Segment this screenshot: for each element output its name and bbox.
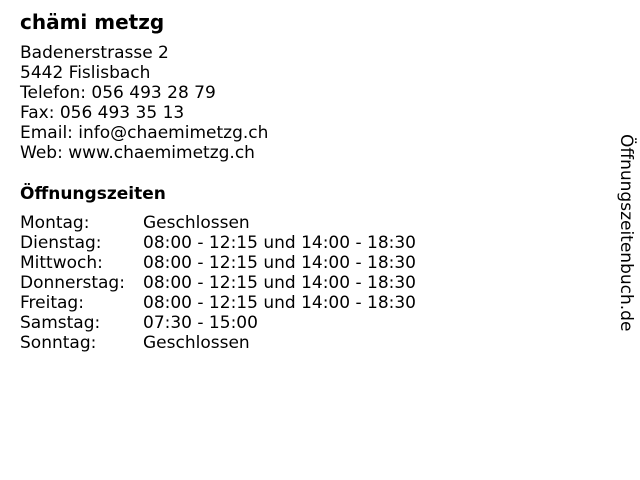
hours-time: 08:00 - 12:15 und 14:00 - 18:30 (143, 253, 416, 273)
hours-row-sunday (20, 333, 416, 353)
hours-day: Dienstag: (20, 233, 102, 253)
hours-day: Donnerstag: (20, 273, 125, 293)
side-brand-text: Öffnungszeitenbuch.de (616, 134, 636, 332)
hours-row-tuesday (20, 233, 416, 253)
hours-time: Geschlossen (143, 213, 250, 233)
email-line: Email: info@chaemimetzg.ch (20, 123, 269, 143)
hours-row-monday (20, 213, 416, 233)
hours-row-wednesday (20, 253, 416, 273)
business-name: chämi metzg (20, 10, 165, 34)
hours-day: Samstag: (20, 313, 101, 333)
address-block (20, 43, 268, 163)
hours-time: 08:00 - 12:15 und 14:00 - 18:30 (143, 293, 416, 313)
web-line: Web: www.chaemimetzg.ch (20, 143, 255, 163)
hours-row-thursday (20, 273, 416, 293)
hours-table (20, 213, 416, 353)
hours-day: Montag: (20, 213, 90, 233)
hours-time: 07:30 - 15:00 (143, 313, 258, 333)
hours-time: 08:00 - 12:15 und 14:00 - 18:30 (143, 233, 416, 253)
hours-row-friday (20, 293, 416, 313)
hours-day: Sonntag: (20, 333, 97, 353)
hours-heading: Öffnungszeiten (20, 184, 166, 204)
phone-line: Telefon: 056 493 28 79 (20, 83, 216, 103)
hours-time: 08:00 - 12:15 und 14:00 - 18:30 (143, 273, 416, 293)
hours-day: Mittwoch: (20, 253, 103, 273)
hours-row-saturday (20, 313, 416, 333)
hours-day: Freitag: (20, 293, 84, 313)
postal-city: 5442 Fislisbach (20, 63, 151, 83)
hours-time: Geschlossen (143, 333, 250, 353)
street-address: Badenerstrasse 2 (20, 43, 169, 63)
fax-line: Fax: 056 493 35 13 (20, 103, 185, 123)
